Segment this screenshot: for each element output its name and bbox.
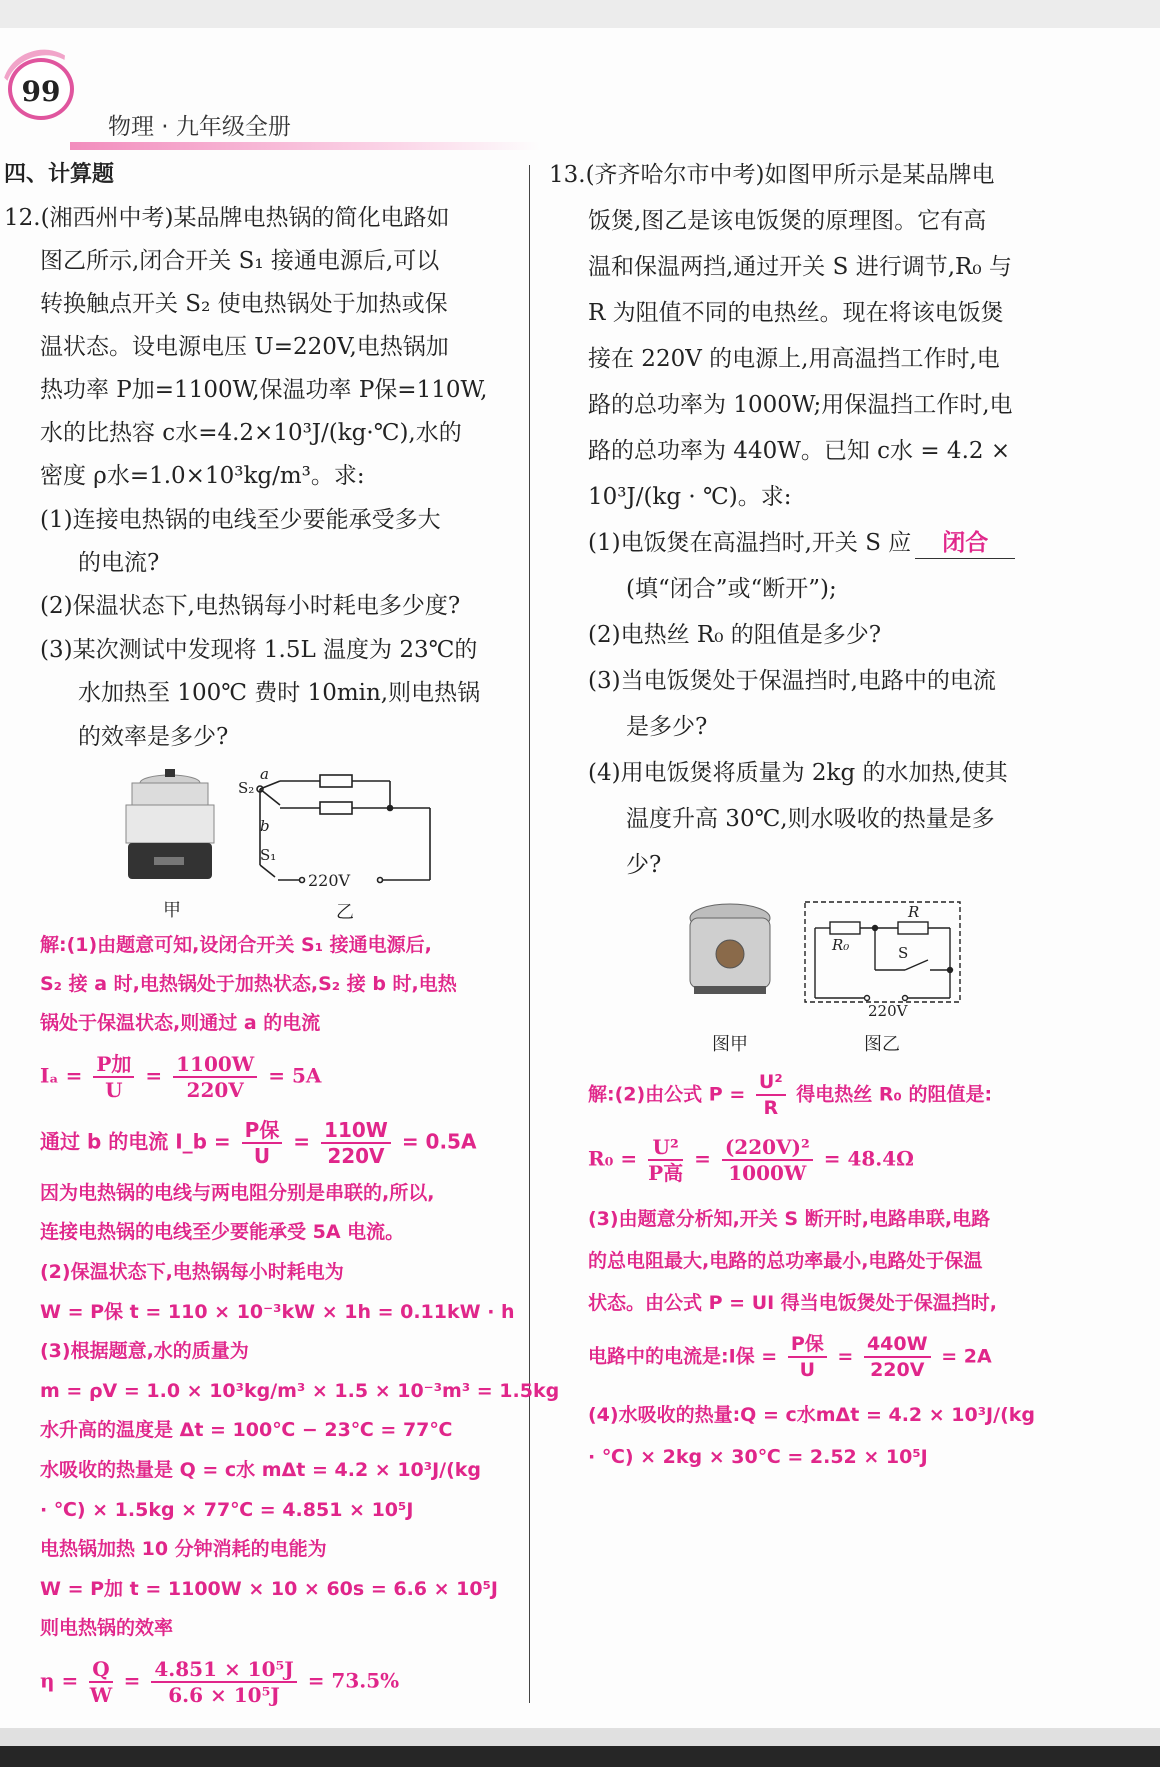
page-header: 物理 · 九年级全册 — [108, 114, 291, 140]
ans12-line-1: 解:(1)由题意可知,设闭合开关 S₁ 接通电源后, — [40, 934, 432, 956]
q13-line-4: R 为阻值不同的电热丝。现在将该电饭煲 — [588, 300, 1004, 326]
frac-den: 1000W — [728, 1161, 807, 1185]
q12-line-7: 密度 ρ水=1.0×10³kg/m³。求: — [40, 463, 365, 489]
voltage-label: 220V — [868, 1002, 908, 1018]
q12-line-4: 温状态。设电源电压 U=220V,电热锅加 — [40, 334, 449, 360]
rice-cooker-icon — [690, 904, 770, 994]
ans13-formula-p — [588, 1070, 992, 1120]
voltage-label: 220V — [308, 871, 351, 890]
q13-sub1-answer-blank: 闭合 — [915, 528, 1015, 559]
frac-den: P高 — [648, 1161, 684, 1185]
formula-result: = 2A — [941, 1345, 992, 1368]
q13-line-6: 路的总功率为 1000W;用保温挡工作时,电 — [588, 392, 1013, 418]
q12-line-2: 图乙所示,闭合开关 S₁ 接通电源后,可以 — [40, 248, 440, 274]
switch-s1-label: S₁ — [260, 846, 277, 864]
switch-s-label: S — [898, 944, 909, 962]
q13-line-3: 温和保温两挡,通过开关 S 进行调节,R₀ 与 — [588, 254, 1012, 280]
electric-cooker-icon — [126, 769, 214, 879]
frac-num: Q — [89, 1657, 112, 1683]
frac-den: U — [105, 1078, 123, 1102]
q13-figure — [680, 898, 970, 1018]
top-bar — [0, 0, 1160, 28]
ans12-line-8: (3)根据题意,水的质量为 — [40, 1340, 249, 1362]
fig-label-tu-yi: 图乙 — [864, 1034, 900, 1055]
ans13-formula-i: 电路中的电流是:I保 = $\frac{\text{P保}}{U}$ = $\frac{440W}{220V}$ = 2A — [588, 1333, 992, 1381]
q13-line-2: 饭煲,图乙是该电饭煲的原理图。它有高 — [588, 208, 987, 234]
ans13-formula-r0: R₀ = $\frac{\text{U²}}{\text{P高}}$ = $\frac{\text{(220V)²}}{1000W}$ = 48.4Ω — [588, 1135, 914, 1185]
frac-num: 110W — [321, 1118, 391, 1144]
circuit-diagram-yi — [257, 775, 430, 883]
q13-sub4-a: (4)用电饭煲将质量为 2kg 的水加热,使其 — [588, 760, 1008, 786]
formula-lhs: R₀ = — [588, 1146, 638, 1171]
bottom-bar — [0, 1746, 1160, 1767]
header-underline — [70, 142, 540, 150]
switch-a-label: a — [260, 765, 269, 783]
frac-den: R — [763, 1097, 779, 1119]
ans12-line-6: (2)保温状态下,电热锅每小时耗电为 — [40, 1261, 344, 1283]
ans12-line-5: 连接电热锅的电线至少要能承受 5A 电流。 — [40, 1221, 405, 1243]
q13-sub1-b: (填“闭合”或“断开”); — [626, 576, 837, 602]
frac-num: P保 — [788, 1332, 827, 1358]
ans13-line-4: (4)水吸收的热量:Q = c水mΔt = 4.2 × 10³J/(kg — [588, 1404, 1035, 1426]
ans12-line-2: S₂ 接 a 时,电热锅处于加热状态,S₂ 接 b 时,电热 — [40, 973, 457, 995]
section-title: 四、计算题 — [4, 162, 115, 187]
frac-den: U — [799, 1359, 816, 1381]
ans12-line-11: 水吸收的热量是 Q = c水 mΔt = 4.2 × 10³J/(kg — [40, 1459, 482, 1481]
ans12-line-12: · ℃) × 1.5kg × 77℃ = 4.851 × 10⁵J — [40, 1499, 414, 1521]
q12-sub2: (2)保温状态下,电热锅每小时耗电多少度? — [40, 593, 461, 619]
q13-sub2: (2)电热丝 R₀ 的阻值是多少? — [588, 622, 882, 648]
frac-den: 6.6 × 10⁵J — [168, 1683, 280, 1707]
switch-b-label: b — [260, 817, 270, 835]
column-divider — [529, 165, 530, 1703]
frac-den: 220V — [327, 1144, 385, 1168]
frac-num: 440W — [864, 1332, 931, 1358]
q12-line-5: 热功率 P加=1100W,保温功率 P保=110W, — [40, 377, 488, 403]
frac-den: U — [253, 1144, 271, 1168]
q12-sub1-a: (1)连接电热锅的电线至少要能承受多大 — [40, 507, 441, 533]
frac-num: U² — [648, 1135, 683, 1161]
fig-label-jia: 甲 — [163, 900, 181, 921]
formula-result: = 5A — [268, 1063, 322, 1088]
ans13-line-5: · ℃) × 2kg × 30℃ = 2.52 × 10⁵J — [588, 1446, 928, 1468]
formula-lhs: 通过 b 的电流 I_b = — [40, 1129, 231, 1154]
resistor-r-label: R — [908, 903, 920, 921]
q12-line-6: 水的比热容 c水=4.2×10³J/(kg·℃),水的 — [40, 420, 462, 446]
q13-line-5: 接在 220V 的电源上,用高温挡工作时,电 — [588, 346, 1000, 372]
formula-result: = 0.5A — [401, 1129, 477, 1154]
ans12-formula-ib: 通过 b 的电流 I_b = $\frac{\text{P保}}{U}$ = $\frac{110W}{220V}$ = 0.5A — [40, 1118, 477, 1168]
frac-num: P加 — [93, 1052, 134, 1078]
frac-num: U² — [756, 1070, 786, 1096]
frac-num: 1100W — [173, 1052, 257, 1078]
q12-line-3: 转换触点开关 S₂ 使电热锅处于加热或保 — [40, 291, 448, 317]
frac-den: W — [89, 1683, 113, 1707]
formula-tail: 得电热丝 R₀ 的阻值是: — [796, 1083, 993, 1106]
formula-result: = 73.5% — [307, 1668, 400, 1693]
formula-lhs: Iₐ = — [40, 1063, 83, 1088]
q12-sub1-b: 的电流? — [78, 550, 160, 576]
page-number-badge — [8, 58, 74, 120]
formula-lhs: 电路中的电流是:I保 = — [588, 1345, 778, 1368]
ans12-line-9: m = ρV = 1.0 × 10³kg/m³ × 1.5 × 10⁻³m³ = 1.5kg — [40, 1380, 560, 1402]
formula-lhs: η = — [40, 1668, 79, 1693]
fig-label-yi: 乙 — [336, 902, 354, 923]
ans12-line-15: 则电热锅的效率 — [40, 1617, 174, 1639]
q12-sub3-c: 的效率是多少? — [78, 724, 229, 750]
q12-line-1: 12.(湘西州中考)某品牌电热锅的简化电路如 — [4, 205, 450, 231]
q13-line-8: 10³J/(kg · ℃)。求: — [588, 484, 792, 510]
q12-sub3-a: (3)某次测试中发现将 1.5L 温度为 23℃的 — [40, 637, 478, 663]
q12-figure — [110, 765, 440, 905]
fig-label-tu-jia: 图甲 — [712, 1034, 748, 1055]
ans12-formula-ia — [40, 1052, 321, 1102]
q13-line-7: 路的总功率为 440W。已知 c水 = 4.2 × — [588, 438, 1011, 464]
q13-sub4-b: 温度升高 30℃,则水吸收的热量是多 — [626, 806, 995, 832]
q13-sub1-text: (1)电饭煲在高温挡时,开关 S 应 — [588, 530, 912, 556]
ans12-line-7: W = P保 t = 110 × 10⁻³kW × 1h = 0.11kW · h — [40, 1301, 515, 1323]
page-bottom-shade — [0, 1728, 1160, 1746]
frac-den: 220V — [186, 1078, 244, 1102]
q13-sub4-c: 少? — [626, 852, 662, 878]
ans12-line-3: 锅处于保温状态,则通过 a 的电流 — [40, 1012, 321, 1034]
ans12-line-13: 电热锅加热 10 分钟消耗的电能为 — [40, 1538, 327, 1560]
q13-sub3-a: (3)当电饭煲处于保温挡时,电路中的电流 — [588, 668, 996, 694]
ans12-line-14: W = P加 t = 1100W × 10 × 60s = 6.6 × 10⁵J — [40, 1578, 498, 1600]
circuit-diagram-tu-yi — [805, 902, 960, 1002]
q13-line-1: 13.(齐齐哈尔市中考)如图甲所示是某品牌电 — [549, 162, 995, 188]
frac-num: P保 — [242, 1118, 283, 1144]
equals-sign: = — [145, 1063, 163, 1088]
resistor-r0-label: R₀ — [832, 936, 850, 954]
frac-num: (220V)² — [722, 1135, 813, 1161]
formula-lhs: 解:(2)由公式 P = — [588, 1083, 746, 1106]
switch-s2-label: S₂ — [238, 779, 255, 797]
ans12-line-10: 水升高的温度是 Δt = 100℃ − 23℃ = 77℃ — [40, 1419, 453, 1441]
page-number: 99 — [21, 75, 61, 108]
ans13-line-2: 的总电阻最大,电路的总功率最小,电路处于保温 — [588, 1250, 983, 1272]
ans13-line-1: (3)由题意分析知,开关 S 断开时,电路串联,电路 — [588, 1208, 991, 1230]
frac-num: 4.851 × 10⁵J — [151, 1657, 296, 1683]
q13-sub1-a — [588, 528, 1015, 559]
q12-sub3-b: 水加热至 100℃ 费时 10min,则电热锅 — [78, 680, 481, 706]
ans12-formula-eta: η = $\frac{Q}{W}$ = $\frac{\text{4.851 × 10⁵J}}{\text{6.6 × 10⁵J}}$ = 73.5% — [40, 1657, 400, 1707]
ans12-line-4: 因为电热锅的电线与两电阻分别是串联的,所以, — [40, 1182, 435, 1204]
frac-den: 220V — [870, 1359, 925, 1381]
q13-sub3-b: 是多少? — [626, 714, 708, 740]
ans13-line-3: 状态。由公式 P = UI 得当电饭煲处于保温挡时, — [588, 1292, 998, 1314]
formula-result: = 48.4Ω — [823, 1146, 914, 1171]
